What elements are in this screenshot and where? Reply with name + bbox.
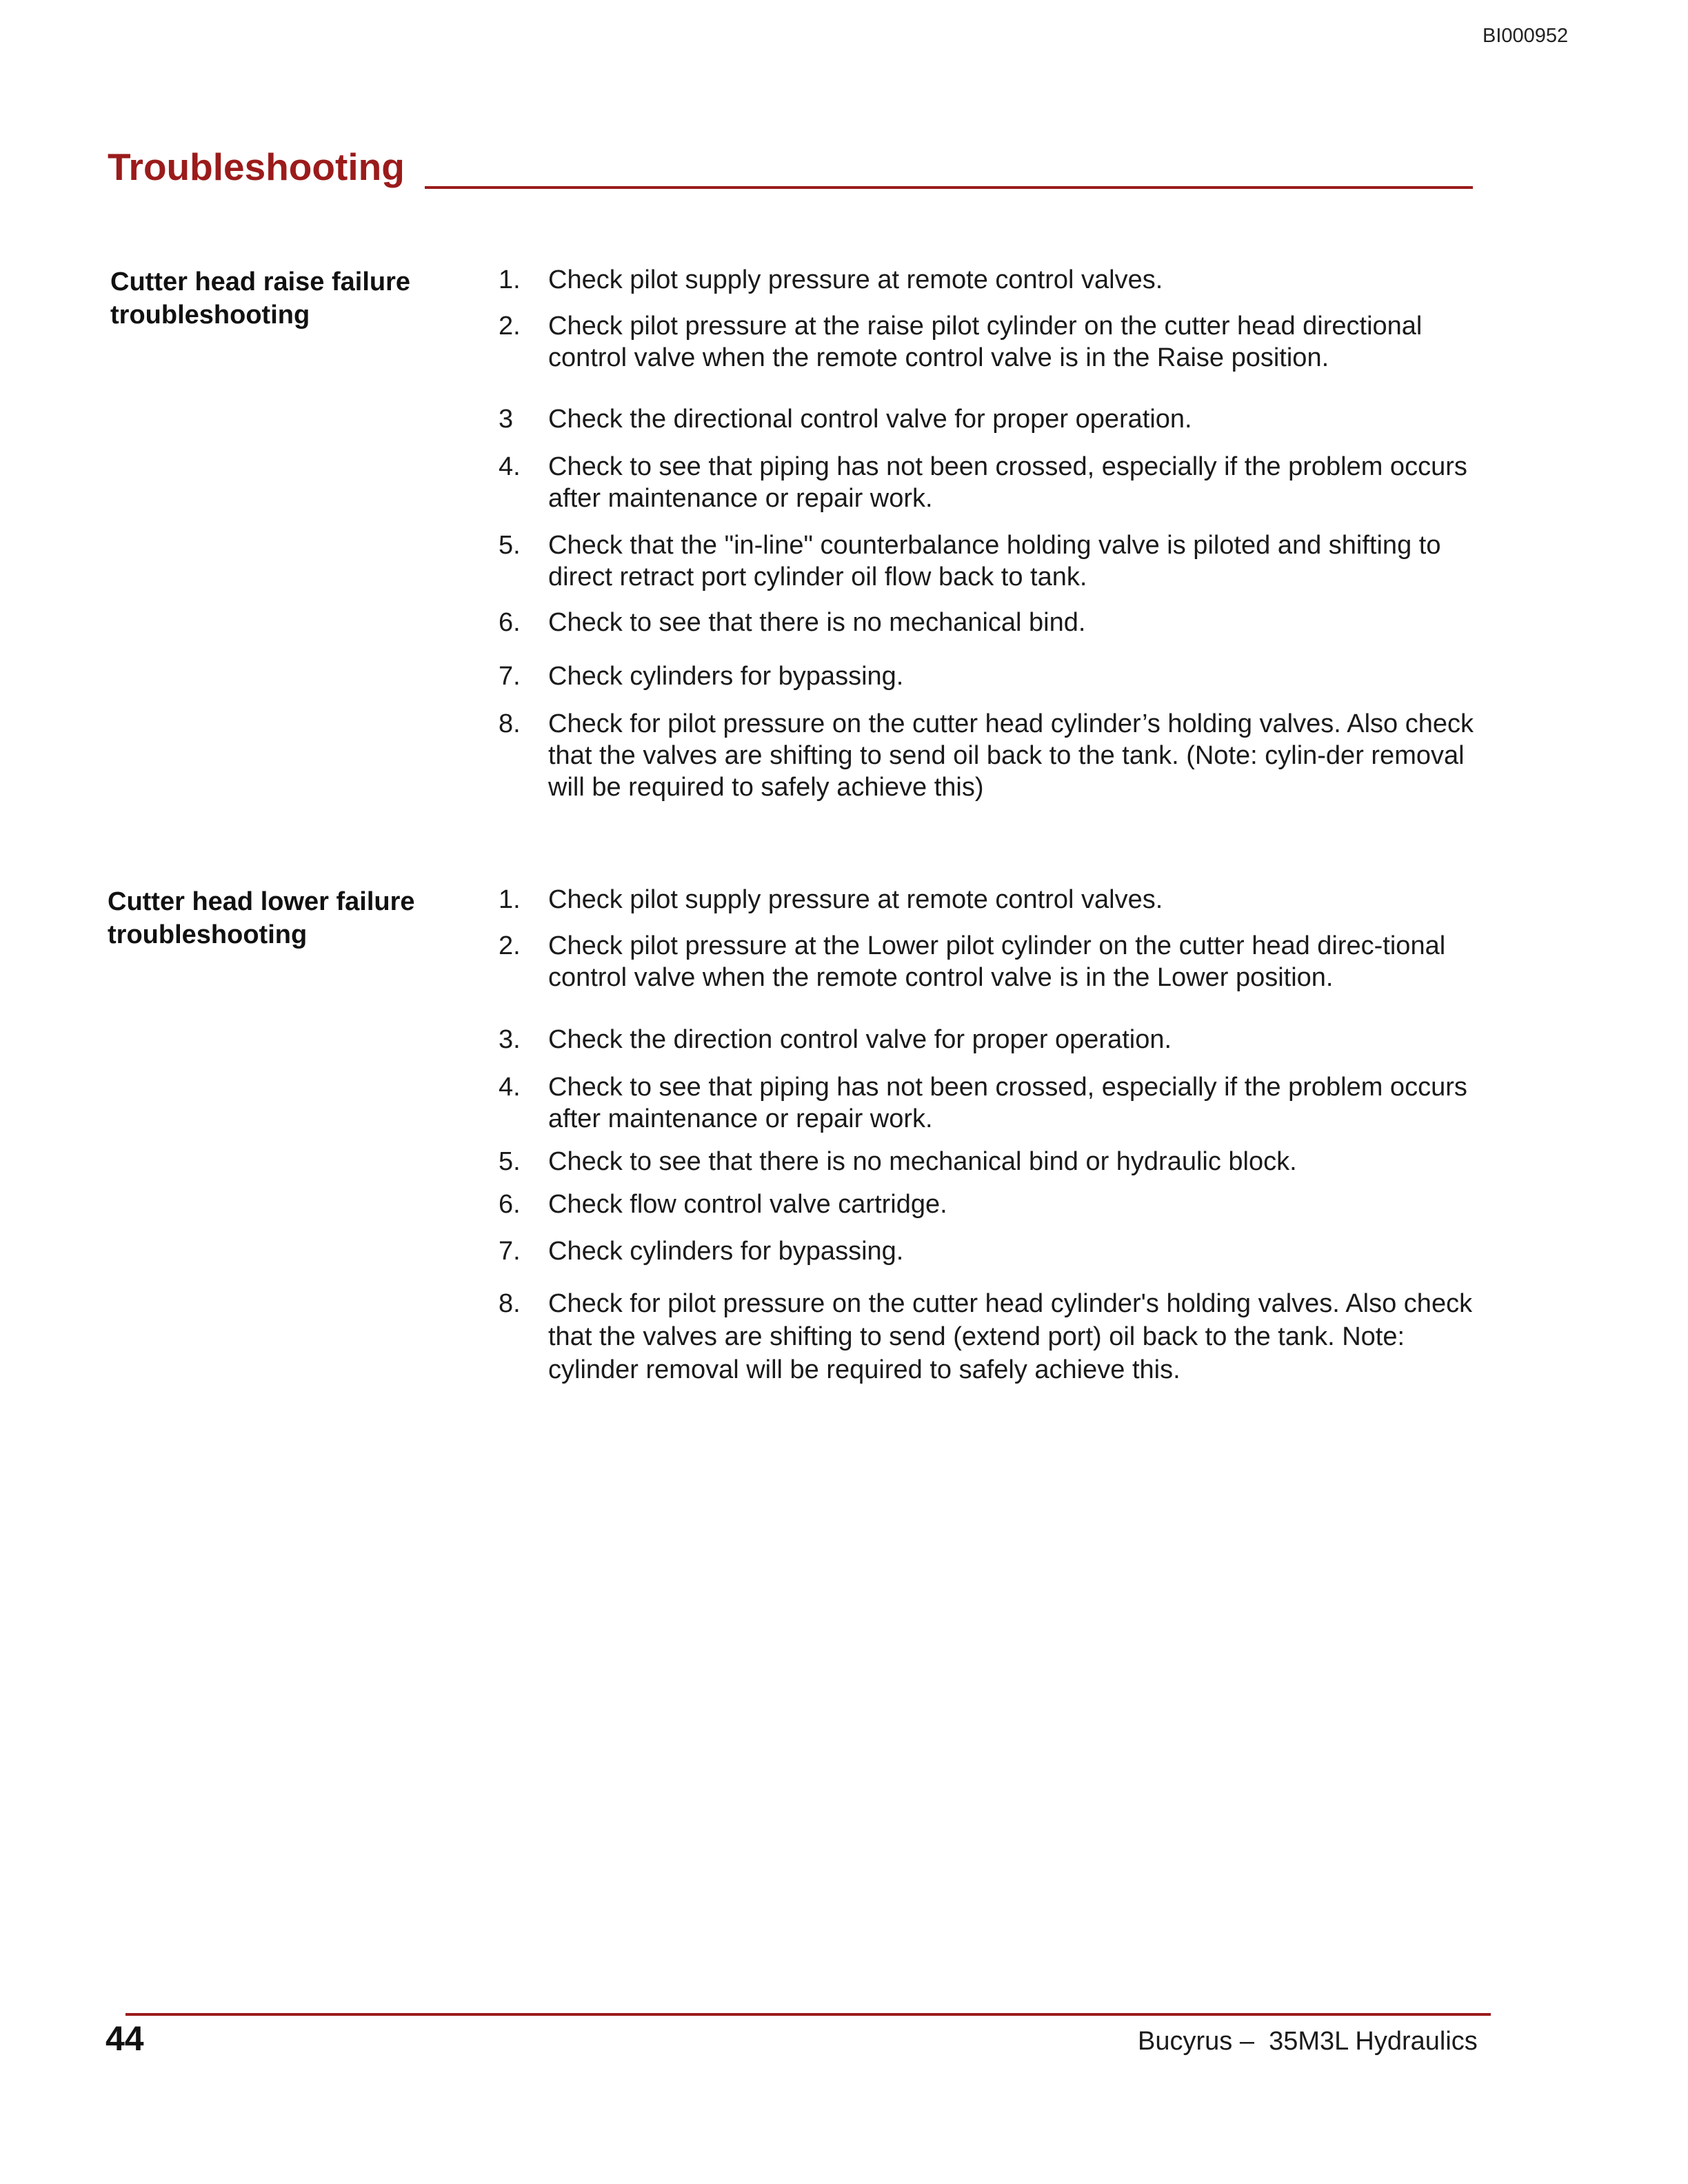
step-number: 8.: [499, 709, 521, 738]
step-text: Check pilot pressure at the Lower pilot cylinder on the cutter head direc-tional control valve when the remote control valve is in the Lower position.: [548, 931, 1446, 992]
footer-rule: [125, 2013, 1491, 2016]
step-text: Check the direction control valve for proper operation.: [548, 1025, 1172, 1054]
step-number: 2.: [499, 312, 521, 341]
step-text: Check to see that piping has not been crossed, especially if the problem occurs after maintenance or repair work.: [548, 1073, 1467, 1133]
step-text: Check to see that there is no mechanical bind.: [548, 608, 1086, 637]
step-text: Check that the "in-line" counterbalance holding valve is piloted and shifting to direct retract port cylinder oil flow back to tank.: [548, 531, 1441, 592]
step-number: 2.: [499, 931, 521, 960]
step-number: 6.: [499, 1190, 521, 1219]
title-row: [108, 145, 1470, 193]
step-text: Check cylinders for bypassing.: [548, 1237, 904, 1266]
step-text: Check to see that piping has not been crossed, especially if the problem occurs after maintenance or repair work.: [548, 452, 1467, 513]
step-text: Check for pilot pressure on the cutter head cylinder's holding valves. Also check that the valves are shifting to send (extend port) oil back to the tank. Note: cylinder removal will be required to safely achieve this.: [548, 1289, 1473, 1384]
step-text: Check pilot supply pressure at remote control valves.: [548, 885, 1163, 914]
step-text: Check for pilot pressure on the cutter head cylinder’s holding valves. Also check that the valves are shifting to send oil back to the tank. (Note: cylin-der removal will be required to safely achieve this): [548, 709, 1474, 802]
step-number: 5.: [499, 1147, 521, 1176]
step-number: 1.: [499, 885, 521, 914]
step-text: Check to see that there is no mechanical bind or hydraulic block.: [548, 1147, 1297, 1176]
step-number: 6.: [499, 608, 521, 637]
step-number: 7.: [499, 662, 521, 691]
step-text: Check flow control valve cartridge.: [548, 1190, 947, 1219]
section-heading: Cutter head raise failure troubleshooting: [110, 267, 411, 330]
section-heading: Cutter head lower failure troubleshooting: [108, 887, 415, 949]
step-text: Check pilot pressure at the raise pilot cylinder on the cutter head directional control valve when the remote control valve is in the Raise position.: [548, 312, 1423, 372]
page-number: 44: [106, 2019, 144, 2058]
step-number: 8.: [499, 1289, 521, 1318]
title-rule: [425, 186, 1473, 189]
step-number: 3.: [499, 1025, 521, 1054]
step-number: 1.: [499, 265, 521, 294]
step-number: 7.: [499, 1237, 521, 1266]
footer-text: Bucyrus – 35M3L Hydraulics: [1138, 2027, 1478, 2056]
step-number: 4.: [499, 1073, 521, 1102]
step-number: 5.: [499, 531, 521, 560]
step-number: 3: [499, 405, 514, 434]
step-text: Check the directional control valve for proper operation.: [548, 405, 1192, 434]
step-text: Check cylinders for bypassing.: [548, 662, 904, 691]
step-number: 4.: [499, 452, 521, 481]
page-title: Troubleshooting: [108, 145, 405, 188]
step-text: Check pilot supply pressure at remote control valves.: [548, 265, 1163, 294]
document-id: BI000952: [1483, 25, 1569, 47]
